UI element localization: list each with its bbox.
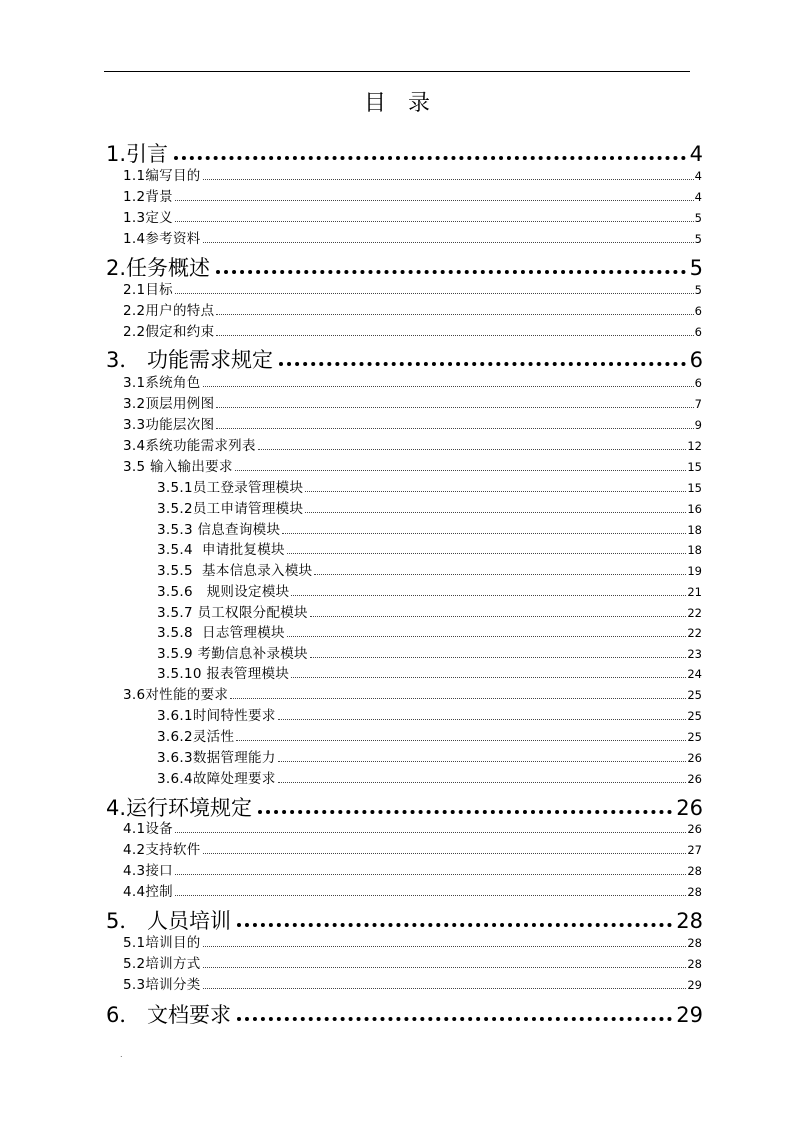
toc-entry-page-number: 28 <box>687 885 702 899</box>
toc-entry-page-number: 15 <box>687 481 702 495</box>
toc-entry-page-number: 25 <box>687 709 702 723</box>
toc-entry-level-2[interactable] <box>123 880 702 900</box>
toc-entry-page-number: 25 <box>687 730 702 744</box>
toc-entry-page-number: 21 <box>687 585 702 599</box>
toc-dot-leader <box>203 967 687 968</box>
toc-entry-level-1[interactable] <box>106 792 703 820</box>
toc-entry-label: 3.5.10 报表管理模块 <box>157 666 290 682</box>
toc-entry-page-number: 29 <box>687 978 702 992</box>
toc-dot-leader <box>235 470 687 471</box>
toc-entry-page-number: 5 <box>694 232 702 246</box>
toc-entry-page-number: 4 <box>689 142 703 166</box>
toc-entry-page-number: 4 <box>694 169 702 183</box>
toc-entry-level-3[interactable] <box>157 476 702 496</box>
toc-entry-level-2[interactable] <box>123 817 702 837</box>
toc-entry-level-2[interactable] <box>123 371 702 391</box>
toc-entry-level-2[interactable] <box>123 164 702 184</box>
toc-entry-page-number: 16 <box>687 502 702 516</box>
toc-dot-leader <box>175 895 686 896</box>
toc-entry-page-number: 6 <box>694 304 702 318</box>
toc-entry-label: 4.2支持软件 <box>123 842 201 858</box>
page-title: 目 录 <box>363 91 430 116</box>
toc-entry-label: 4.1设备 <box>123 821 173 837</box>
toc-dot-leader <box>258 449 687 450</box>
toc-entry-level-3[interactable] <box>157 642 702 662</box>
toc-entry-page-number: 12 <box>687 439 702 453</box>
toc-entry-level-2[interactable] <box>123 392 702 412</box>
toc-entry-level-3[interactable] <box>157 621 702 641</box>
toc-entry-label: 5.3培训分类 <box>123 977 201 993</box>
toc-entry-label: 1.3定义 <box>123 210 173 226</box>
toc-entry-level-1[interactable] <box>106 344 703 372</box>
toc-entry-page-number: 6 <box>689 348 703 372</box>
toc-entry-level-1[interactable] <box>106 252 703 280</box>
toc-entry-label: 4.4控制 <box>123 884 173 900</box>
toc-entry-level-2[interactable] <box>123 299 702 319</box>
toc-entry-label: 1.引言 <box>106 142 169 166</box>
toc-entry-level-3[interactable] <box>157 538 702 558</box>
toc-entry-level-2[interactable] <box>123 931 702 951</box>
toc-entry-label: 3.6.2灵活性 <box>157 729 235 745</box>
toc-entry-page-number: 18 <box>687 543 702 557</box>
toc-entry-label: 3.5.7 员工权限分配模块 <box>157 605 308 621</box>
toc-entry-page-number: 22 <box>687 606 702 620</box>
toc-entry-label: 3.3功能层次图 <box>123 417 215 433</box>
toc-entry-page-number: 28 <box>687 957 702 971</box>
toc-entry-label: 1.1编写目的 <box>123 168 201 184</box>
toc-entry-page-number: 28 <box>676 909 703 933</box>
toc-entry-page-number: 5 <box>689 256 703 280</box>
toc-dot-leader <box>291 595 686 596</box>
toc-entry-page-number: 24 <box>687 667 702 681</box>
toc-entry-page-number: 29 <box>676 1003 703 1027</box>
toc-dot-leader <box>216 407 693 408</box>
toc-entry-label: 2.2假定和约束 <box>123 324 215 340</box>
toc-dot-leader <box>174 156 686 160</box>
toc-entry-label: 1.2背景 <box>123 189 173 205</box>
toc-entry-label: 3.5.1员工登录管理模块 <box>157 480 304 496</box>
toc-entry-page-number: 5 <box>694 211 702 225</box>
toc-entry-label: 3.6.4故障处理要求 <box>157 771 276 787</box>
toc-entry-level-2[interactable] <box>123 952 702 972</box>
toc-dot-leader <box>175 200 694 201</box>
toc-entry-level-3[interactable] <box>157 662 702 682</box>
toc-dot-leader <box>310 657 687 658</box>
toc-entry-label: 3.6.1时间特性要求 <box>157 708 276 724</box>
toc-entry-page-number: 22 <box>687 626 702 640</box>
toc-dot-leader <box>230 698 686 699</box>
toc-dot-leader <box>203 179 694 180</box>
toc-entry-level-3[interactable] <box>157 559 702 579</box>
toc-dot-leader <box>216 428 693 429</box>
toc-dot-leader <box>287 636 687 637</box>
toc-dot-leader <box>203 946 687 947</box>
toc-dot-leader <box>236 740 686 741</box>
toc-entry-level-2[interactable] <box>123 278 702 298</box>
toc-entry-label: 2.1目标 <box>123 282 173 298</box>
toc-entry-label: 3.5.5 基本信息录入模块 <box>157 563 313 579</box>
toc-dot-leader <box>203 242 694 243</box>
toc-entry-page-number: 5 <box>694 283 702 297</box>
toc-entry-level-2[interactable] <box>123 185 702 205</box>
toc-entry-label: 3.2顶层用例图 <box>123 396 215 412</box>
toc-entry-label: 5． 人员培训 <box>106 909 232 933</box>
toc-entry-label: 3.5.8 日志管理模块 <box>157 625 285 641</box>
toc-entry-label: 3． 功能需求规定 <box>106 348 274 372</box>
toc-entry-page-number: 25 <box>687 688 702 702</box>
toc-entry-label: 2.2用户的特点 <box>123 303 215 319</box>
toc-entry-label: 5.2培训方式 <box>123 956 201 972</box>
toc-entry-label: 4.运行环境规定 <box>106 796 253 820</box>
toc-entry-level-2[interactable] <box>123 838 702 858</box>
toc-entry-level-2[interactable] <box>123 434 702 454</box>
toc-dot-leader <box>310 616 687 617</box>
toc-entry-label: 3.5.6 规则设定模块 <box>157 584 290 600</box>
toc-entry-level-2[interactable] <box>123 683 702 703</box>
toc-entry-page-number: 26 <box>676 796 703 820</box>
toc-entry-page-number: 26 <box>687 822 702 836</box>
toc-dot-leader <box>278 761 687 762</box>
toc-entry-label: 6． 文档要求 <box>106 1003 232 1027</box>
toc-dot-leader <box>175 221 694 222</box>
toc-entry-page-number: 19 <box>687 564 702 578</box>
toc-dot-leader <box>305 491 686 492</box>
toc-entry-label: 1.4参考资料 <box>123 231 201 247</box>
toc-entry-page-number: 26 <box>687 751 702 765</box>
toc-entry-label: 3.5 输入输出要求 <box>123 459 233 475</box>
toc-entry-level-3[interactable] <box>157 580 702 600</box>
toc-entry-page-number: 7 <box>694 397 702 411</box>
toc-dot-leader <box>175 874 686 875</box>
toc-entry-page-number: 4 <box>694 190 702 204</box>
toc-entry-page-number: 6 <box>694 325 702 339</box>
toc-entry-level-2[interactable] <box>123 227 702 247</box>
toc-entry-level-3[interactable] <box>157 704 702 724</box>
toc-entry-page-number: 26 <box>687 772 702 786</box>
toc-entry-label: 3.5.3 信息查询模块 <box>157 522 281 538</box>
toc-dot-leader <box>237 923 672 927</box>
toc-entry-label: 3.4系统功能需求列表 <box>123 438 256 454</box>
toc-entry-label: 3.5.9 考勤信息补录模块 <box>157 646 308 662</box>
toc-entry-level-2[interactable] <box>123 320 702 340</box>
toc-dot-leader <box>216 270 686 274</box>
toc-entry-level-3[interactable] <box>157 725 702 745</box>
toc-dot-leader <box>237 1017 672 1021</box>
toc-entry-page-number: 28 <box>687 936 702 950</box>
toc-entry-level-2[interactable] <box>123 859 702 879</box>
toc-entry-label: 5.1培训目的 <box>123 935 201 951</box>
toc-entry-label: 3.6.3数据管理能力 <box>157 750 276 766</box>
toc-entry-level-1[interactable] <box>106 905 703 933</box>
toc-entry-level-3[interactable] <box>157 518 702 538</box>
toc-entry-level-2[interactable] <box>123 413 702 433</box>
toc-entry-label: 4.3接口 <box>123 863 173 879</box>
toc-entry-level-1[interactable] <box>106 138 703 166</box>
toc-entry-page-number: 6 <box>694 376 702 390</box>
toc-entry-page-number: 18 <box>687 523 702 537</box>
toc-dot-leader <box>282 533 686 534</box>
toc-entry-page-number: 15 <box>687 460 702 474</box>
toc-entry-page-number: 23 <box>687 647 702 661</box>
toc-dot-leader <box>279 362 686 366</box>
toc-entry-label: 3.1系统角色 <box>123 375 201 391</box>
toc-dot-leader <box>175 832 686 833</box>
toc-entry-level-3[interactable] <box>157 767 702 787</box>
toc-dot-leader <box>216 314 693 315</box>
toc-dot-leader <box>305 512 686 513</box>
toc-entry-label: 2.任务概述 <box>106 256 211 280</box>
toc-dot-leader <box>203 988 687 989</box>
toc-dot-leader <box>314 574 686 575</box>
toc-entry-label: 3.5.2员工申请管理模块 <box>157 501 304 517</box>
toc-entry-level-2[interactable] <box>123 455 702 475</box>
toc-entry-label: 3.5.4 申请批复模块 <box>157 542 285 558</box>
toc-entry-level-3[interactable] <box>157 497 702 517</box>
toc-dot-leader <box>291 677 686 678</box>
toc-dot-leader <box>287 553 687 554</box>
toc-dot-leader <box>175 293 694 294</box>
toc-entry-page-number: 9 <box>694 418 702 432</box>
toc-entry-page-number: 28 <box>687 864 702 878</box>
toc-entry-level-1[interactable] <box>106 999 703 1027</box>
toc-entry-page-number: 27 <box>687 843 702 857</box>
toc-dot-leader <box>258 810 672 814</box>
toc-entry-label: 3.6对性能的要求 <box>123 687 229 703</box>
toc-entry-level-2[interactable] <box>123 206 702 226</box>
toc-entry-level-3[interactable] <box>157 601 702 621</box>
toc-entry-level-3[interactable] <box>157 746 702 766</box>
toc-entry-level-2[interactable] <box>123 973 702 993</box>
toc-dot-leader <box>278 719 687 720</box>
toc-dot-leader <box>203 386 694 387</box>
footer-dot: . <box>120 1050 123 1059</box>
toc-dot-leader <box>216 335 693 336</box>
toc-dot-leader <box>278 782 687 783</box>
toc-dot-leader <box>203 853 687 854</box>
